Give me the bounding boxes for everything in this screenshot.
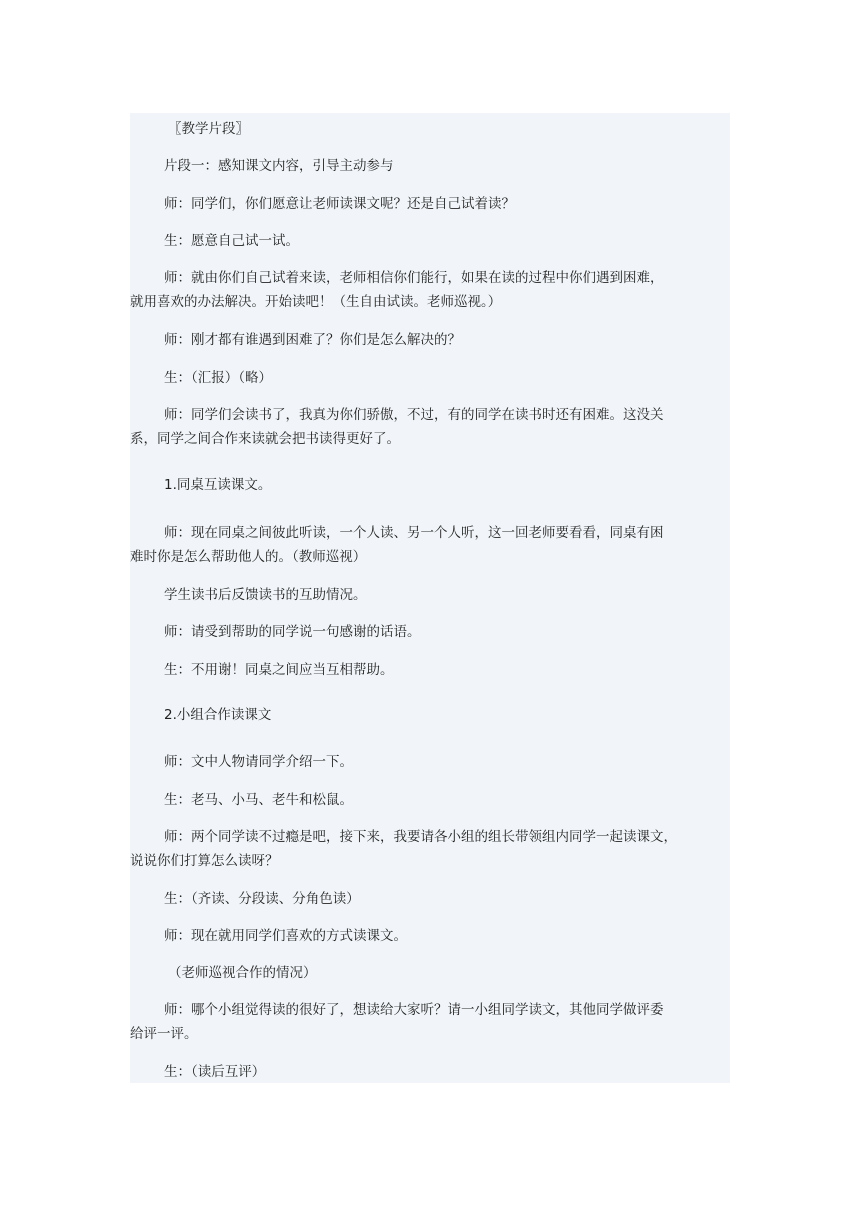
paragraph <box>130 266 730 314</box>
paragraph <box>130 192 730 216</box>
text-line: 师：就由你们自己试着来读，老师相信你们能行，如果在读的过程中你们遇到困难， <box>164 270 664 286</box>
paragraph <box>130 328 730 352</box>
text-line: 给评一评。 <box>130 1026 198 1042</box>
text-line: 师：两个同学读不过瘾是吧，接下来，我要请各小组的组长带领组内同学一起读课文， <box>164 829 677 845</box>
paragraph <box>130 750 730 774</box>
paragraph <box>130 788 730 812</box>
text-line: （老师巡视合作的情况） <box>168 965 317 981</box>
paragraph <box>130 924 730 948</box>
paragraph <box>130 961 730 985</box>
text-line: 片段一：感知课文内容，引导主动参与 <box>164 158 394 174</box>
paragraph <box>130 658 730 682</box>
text-line: 生：不用谢！同桌之间应当互相帮助。 <box>164 662 394 678</box>
text-line: 就用喜欢的办法解决。开始读吧！（生自由试读。老师巡视。） <box>130 294 502 310</box>
section-title <box>130 117 730 141</box>
text-line: 学生读书后反馈读书的互助情况。 <box>164 587 367 603</box>
text-line: 师：刚才都有谁遇到困难了？你们是怎么解决的？ <box>164 332 461 348</box>
text-line: 师：现在同桌之间彼此听读，一个人读、另一个人听，这一回老师要看看，同桌有困 <box>164 525 664 541</box>
text-line: 〖教学片段〗 <box>168 121 249 137</box>
paragraph <box>130 998 730 1046</box>
paragraph <box>130 229 730 253</box>
text-line: 生：（读后互评） <box>164 1064 266 1080</box>
paragraph <box>130 620 730 644</box>
document-content <box>130 113 730 1083</box>
subheading <box>130 473 730 497</box>
paragraph <box>130 583 730 607</box>
text-line: 师：同学们会读书了，我真为你们骄傲，不过，有的同学在读书时还有困难。这没关 <box>164 407 664 423</box>
paragraph <box>130 521 730 569</box>
paragraph <box>130 154 730 178</box>
text-line: 1.同桌互读课文。 <box>164 477 272 493</box>
paragraph <box>130 366 730 390</box>
text-line: 师：文中人物请同学介绍一下。 <box>164 754 353 770</box>
text-line: 生：（齐读、分段读、分角色读） <box>164 891 360 907</box>
text-line: 难时你是怎么帮助他人的。（教师巡视） <box>130 549 367 565</box>
paragraph <box>130 403 730 451</box>
paragraph <box>130 887 730 911</box>
text-line: 生：（汇报）（略） <box>164 370 272 386</box>
text-line: 生：愿意自己试一试。 <box>164 233 299 249</box>
text-line: 师：请受到帮助的同学说一句感谢的话语。 <box>164 624 421 640</box>
paragraph <box>130 1060 730 1084</box>
text-line: 2.小组合作读课文 <box>164 707 272 723</box>
subheading <box>130 703 730 727</box>
paragraph <box>130 825 730 873</box>
text-line: 师：哪个小组觉得读的很好了，想读给大家听？请一小组同学读文，其他同学做评委 <box>164 1002 664 1018</box>
text-line: 说说你们打算怎么读呀？ <box>130 853 279 869</box>
text-line: 生：老马、小马、老牛和松鼠。 <box>164 792 353 808</box>
text-line: 师：同学们，你们愿意让老师读课文呢？还是自己试着读？ <box>164 196 515 212</box>
text-line: 系，同学之间合作来读就会把书读得更好了。 <box>130 431 400 447</box>
text-line: 师：现在就用同学们喜欢的方式读课文。 <box>164 928 407 944</box>
